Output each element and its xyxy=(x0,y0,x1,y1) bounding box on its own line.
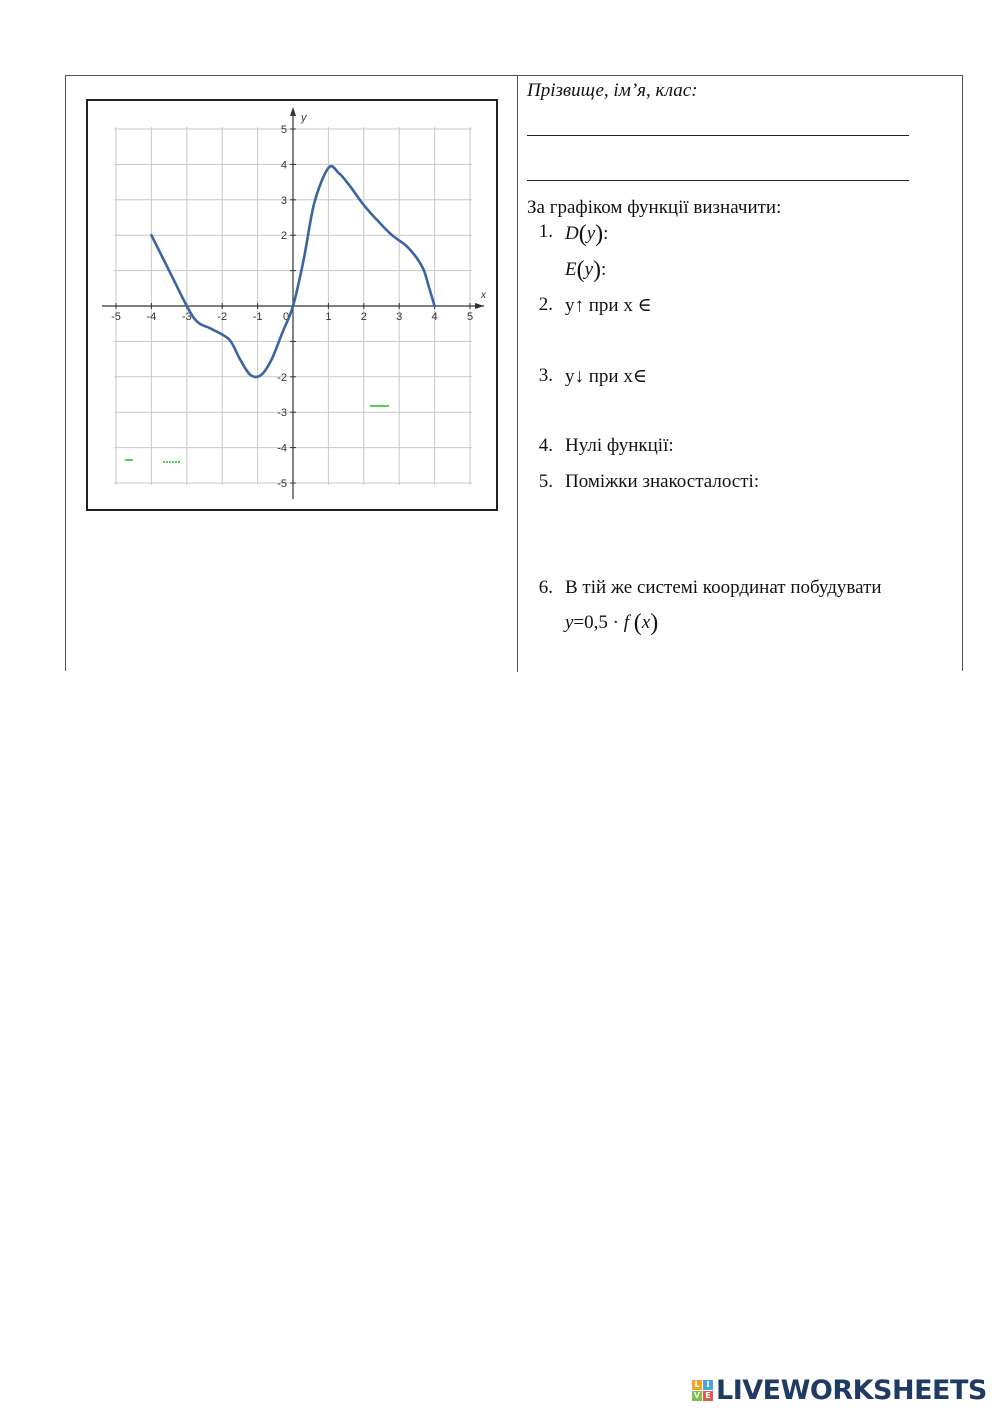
x-tick-label: 4 xyxy=(431,311,438,323)
question-6-text: В тій же системі координат побудувати xyxy=(565,577,882,598)
formula-lhs: y xyxy=(565,612,574,633)
task-heading: За графіком функції визначити: xyxy=(527,197,782,218)
formula-coefficient: =0,5 · xyxy=(573,612,624,633)
question-6-number: 6. xyxy=(538,577,553,598)
domain-variable: y xyxy=(586,223,596,244)
y-tick-label: -5 xyxy=(277,478,287,490)
y-tick-label: -3 xyxy=(277,407,287,420)
question-3-text: y↓ при x∈ xyxy=(565,366,647,387)
y-tick-label: 4 xyxy=(280,159,287,172)
y-tick-label: -4 xyxy=(277,442,287,455)
liveworksheets-logo xyxy=(692,1375,987,1405)
y-tick-label: 3 xyxy=(280,194,287,207)
y-axis-label: y xyxy=(301,112,307,124)
y-axis-arrow-icon xyxy=(290,107,296,116)
question-4-number: 4. xyxy=(538,435,553,456)
x-axis-arrow-icon xyxy=(475,303,484,309)
x-tick-label: 1 xyxy=(325,311,332,323)
x-tick-label: 2 xyxy=(360,311,367,323)
logo-tile: E xyxy=(703,1391,713,1401)
domain-function: D xyxy=(565,223,579,244)
logo-tile: I xyxy=(703,1380,713,1390)
formula-variable: x xyxy=(641,612,651,633)
table-divider xyxy=(517,76,518,672)
logo-grid-icon xyxy=(692,1380,713,1401)
range-function: E xyxy=(565,259,577,280)
x-tick-label: 3 xyxy=(396,311,403,323)
question-4-text: Нулі функції: xyxy=(565,435,674,456)
name-answer-line-2[interactable] xyxy=(527,180,909,181)
y-tick-label: 2 xyxy=(280,230,287,243)
question-5-text: Поміжки знакосталості: xyxy=(565,471,760,492)
logo-tile: V xyxy=(693,1390,701,1400)
domain-colon: : xyxy=(603,223,609,244)
x-tick-label: -5 xyxy=(111,311,121,323)
graph-frame xyxy=(86,99,498,511)
question-5-number: 5. xyxy=(538,471,553,492)
logo-tile: L xyxy=(692,1380,702,1390)
question-1-number: 1. xyxy=(538,221,553,242)
question-2-number: 2. xyxy=(538,294,553,315)
x-tick-label: -1 xyxy=(252,311,263,323)
x-tick-label: -2 xyxy=(217,311,228,323)
x-tick-label: -3 xyxy=(181,311,192,323)
name-label: Прізвище, ім’я, клас: xyxy=(527,80,698,101)
y-tick-label: 5 xyxy=(280,124,287,136)
y-tick-label: -2 xyxy=(277,371,287,384)
function-graph xyxy=(88,101,496,509)
range-variable: y xyxy=(584,259,594,280)
x-tick-label: 0 xyxy=(282,311,290,323)
x-tick-label: -4 xyxy=(146,311,157,323)
x-tick-label: 5 xyxy=(466,311,474,323)
range-colon: : xyxy=(601,259,607,280)
question-3-number: 3. xyxy=(538,365,553,386)
x-axis-label: x xyxy=(481,290,486,301)
formula-function: f xyxy=(623,612,630,633)
question-2-text: y↑ при x ∈ xyxy=(565,295,652,316)
logo-text: LIVEWORKSHEETS xyxy=(716,1374,987,1406)
name-answer-line-1[interactable] xyxy=(527,135,909,136)
